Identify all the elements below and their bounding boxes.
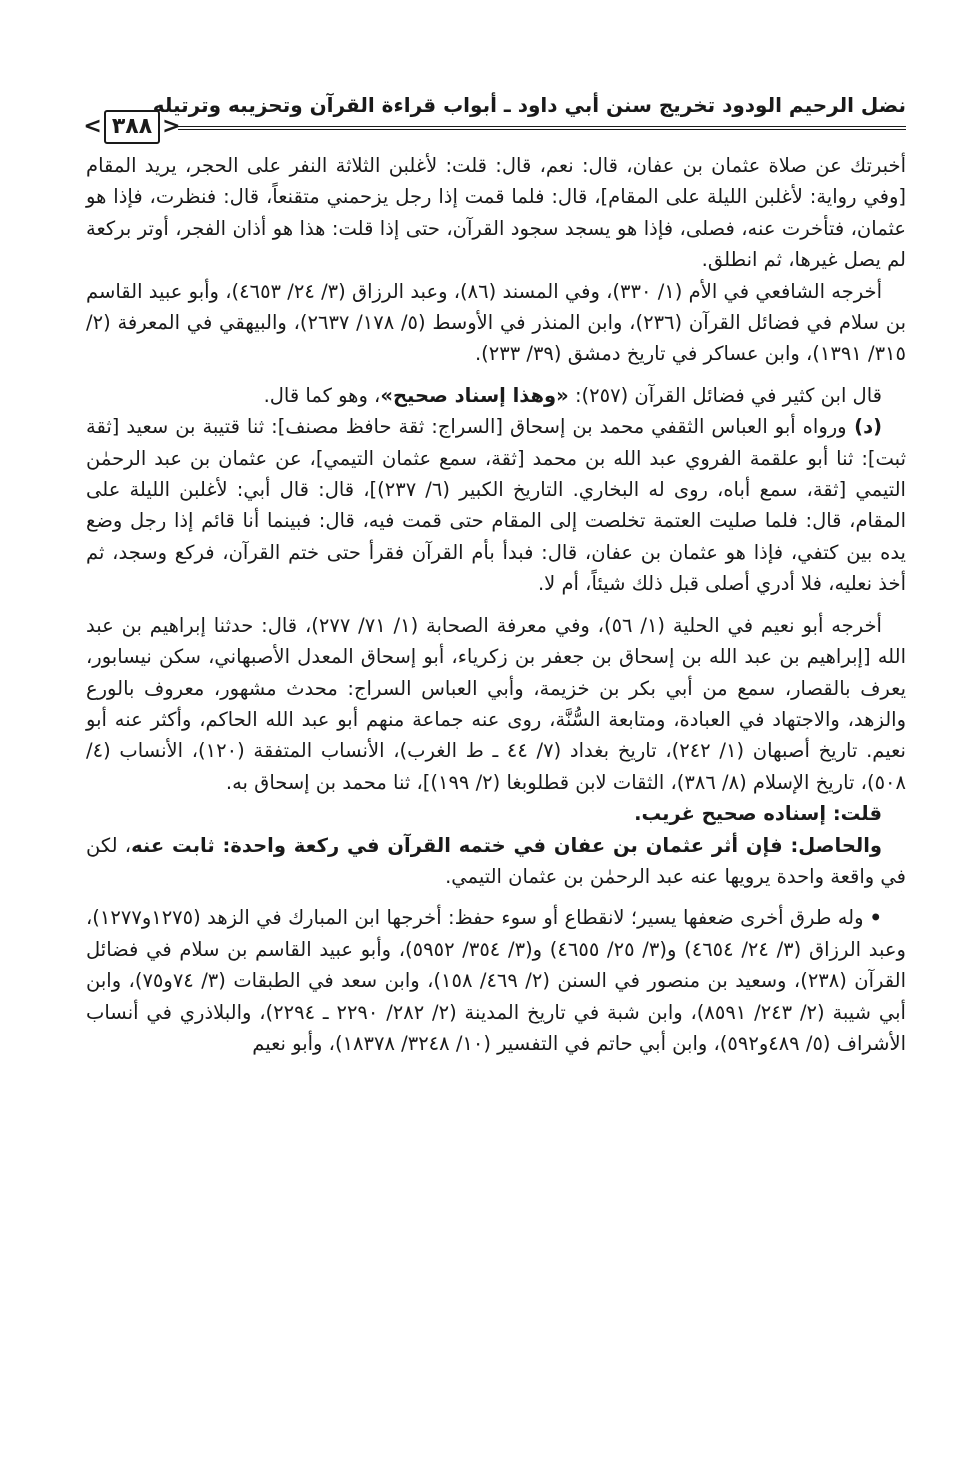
header-rule [178,126,906,130]
paragraph-4 [86,411,906,599]
p4-text: ورواه أبو العباس الثقفي محمد بن إسحاق [السراج: ثقة حافظ مصنف]: ثنا قتيبة بن سعيد [ثقة ثبت]: ثنا أبو علقمة الفروي عبد الله بن محمد [ثقة، سمع عثمان التيمي]، عن عثمان بن عبد الرحمٰن التيمي [ثقة، سمع أباه، روى له البخاري. التاريخ الكبير (٦/ ٢٣٧)]، قال: قال أبي: لأغلبن الليلة على المقام، قال: فلما صليت العتمة تخلصت إلى المقام حتى قمت فيه، قال: فبينما أنا قائم إذا رجل وضع يده بين كتفي، فإذا هو عثمان بن عفان، قال: فبدأ بأم القرآن فقرأ حتى ختم القرآن، فركع وسجد، ثم أخذ نعليه، فلا أدري أصلى قبل ذلك شيئاً، أم لا. [86,415,906,596]
bullet-icon: • [869,906,882,930]
page-header [83,88,906,148]
running-title: نضل الرحيم الودود تخريج سنن أبي داود ـ أبواب قراءة القرآن وتحزيبه وترتيله [152,93,906,117]
paragraph-1: أخبرتك عن صلاة عثمان بن عفان، قال: نعم، قال: قلت: لأغلبن الثلاثة النفر على الحجر، يريد المقام [وفي رواية: لأغلبن الليلة على المقام]، قال: فلما قمت إذا رجل يزحمني متقنعاً، قال: فنظرت، فإذا هو عثمان، فتأخرت عنه، فصلى، فإذا هو يسجد سجود القرآن، حتى إذا قلت: هذا هو أذان الفجر، أوتر بركعة لم يصل غيرها، ثم انطلق. [86,154,906,272]
page-body [86,150,906,1059]
p7-text-a: والحاصل: فإن أثر عثمان بن عفان في ختمه القرآن في ركعة واحدة: ثابت عنه [131,833,882,857]
p4-marker: (د) [846,415,882,439]
p3-quote: «وهذا إسناد صحيح» [380,383,569,407]
bracket-right: > [162,114,181,139]
bracket-left: < [83,114,102,139]
paragraph-8 [86,902,906,1059]
paragraph-2: أخرجه الشافعي في الأم (١/ ٣٣٠)، وفي المسند (٨٦)، وعبد الرزاق (٣/ ٢٤/ ٤٦٥٣)، وأبو عبيد القاسم بن سلام في فضائل القرآن (٢٣٦)، وابن المنذر في الأوسط (٥/ ١٧٨/ ٢٦٣٧)، والبيهقي في المعرفة (٢/ ٣١٥/ ١٣٩١)، وابن عساكر في تاريخ دمشق (٣٩/ ٢٣٣). [86,279,906,366]
paragraph-6: قلت: إسناده صحيح غريب. [634,802,882,826]
page-number: ٣٨٨ [104,110,160,144]
paragraph-3 [86,380,906,411]
paragraph-7 [86,830,906,893]
p7-text-b: ، لكن في واقعة واحدة يرويها عنه عبد الرحمٰن بن عثمان التيمي. [86,833,906,888]
paragraph-5: أخرجه أبو نعيم في الحلية (١/ ٥٦)، وفي معرفة الصحابة (١/ ٧١/ ٢٧٧)، قال: حدثنا إبراهيم بن عبد الله [إبراهيم بن عبد الله بن إسحاق بن جعفر بن زكرياء، أبو إسحاق المعدل الأصبهاني، سكن نيسابور، يعرف بالقصار، سمع من أبي بكر بن خزيمة، وأبي العباس السراج: محدث مشهور، معروف بالورع والزهد، والاجتهاد في العبادة، ومتابعة السُّنَّة، روى عنه جماعة منهم أبو عبد الله الحاكم، وأكثر عنه أبو نعيم. تاريخ أصبهان (١/ ٢٤٢)، تاريخ بغداد (٧/ ٤٤ ـ ط الغرب)، الأنساب المتفقة (١٢٠)، الأنساب (٤/ ٥٠٨)، تاريخ الإسلام (٨/ ٣٨٦)، الثقات لابن قطلوبغا (٢/ ١٩٩)]، ثنا محمد بن إسحاق به. [86,613,906,794]
p3-text-a: قال ابن كثير في فضائل القرآن (٢٥٧): [568,383,882,407]
page-number-badge [83,112,181,142]
p3-text-c: ، وهو كما قال. [263,383,381,407]
p8-text: وله طرق أخرى ضعفها يسير؛ لانقطاع أو سوء حفظ: أخرجها ابن المبارك في الزهد (١٢٧٥و١٢٧٧)، وعبد الرزاق (٣/ ٢٤/ ٤٦٥٤) و(٣/ ٢٥/ ٤٦٥٥) و(٣/ ٣٥٤/ ٥٩٥٢)، وأبو عبيد القاسم بن سلام في فضائل القرآن (٢٣٨)، وسعيد بن منصور في السنن (٢/ ٤٦٩/ ١٥٨)، وابن سعد في الطبقات (٣/ ٧٤و٧٥)، وابن أبي شيبة (٢/ ٢٤٣/ ٨٥٩١)، وابن شبة في تاريخ المدينة (٢/ ٢٨٢/ ٢٢٩٠ ـ ٢٢٩٤)، والبلاذري في أنساب الأشراف (٥/ ٤٨٩و٥٩٢)، وابن أبي حاتم في التفسير (١٠/ ٣٢٤٨/ ١٨٣٧٨)، وأبو نعيم [86,906,906,1055]
